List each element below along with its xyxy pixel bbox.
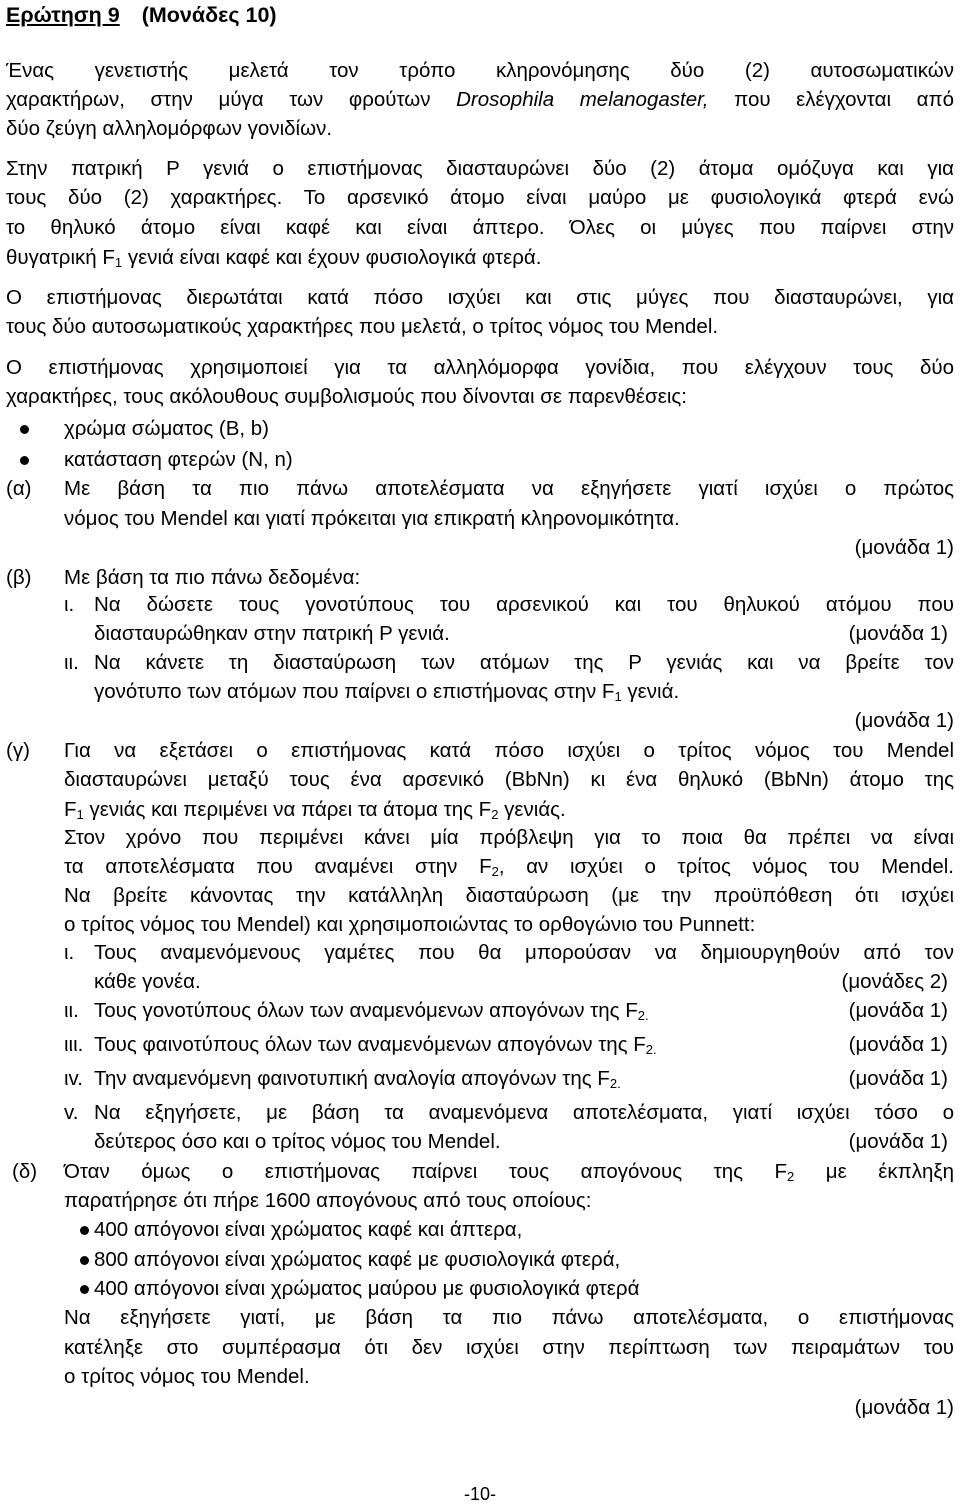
- points-label: (μονάδα 1): [848, 999, 948, 1022]
- subquestion-c-i: [6, 938, 954, 968]
- question-text: [94, 619, 948, 649]
- question-text: Να δώσετε τους γονοτύπους του αρσενικού και του θηλυκού ατόμου που: [94, 593, 954, 616]
- intro-line: Ο επιστήμονας χρησιμοποιεί για τα αλληλόμορφα γονίδια, που ελέγχουν τους δύο: [6, 356, 954, 379]
- question-text: διασταυρώνει μεταξύ τους ένα αρσενικό (BbNn) κι ένα θηλυκό (BbNn) άτομο της: [64, 768, 954, 791]
- text-span: Όταν όμως ο επιστήμονας παίρνει τους απογόνους της F: [64, 1160, 788, 1183]
- question-c-line: [6, 823, 954, 853]
- subquestion-c-ii: [6, 996, 954, 1026]
- question-text: [94, 996, 948, 1026]
- text-span: διασταυρώθηκαν στην πατρική P γενιά.: [94, 622, 450, 645]
- subscript: 2.: [645, 1042, 657, 1057]
- question-c-line: [6, 795, 954, 825]
- text-span: Τους φαινοτύπους όλων των αναμενόμενων απογόνων της F: [94, 1033, 646, 1056]
- question-text: ο τρίτος νόμος του Mendel.: [64, 1365, 310, 1388]
- subquestion-c-v: [6, 1098, 954, 1128]
- question-c-line: [6, 910, 954, 940]
- intro-line: το θηλυκό άτομο είναι καφέ και είναι άπτερο. Όλες οι μύγες που παίρνει στην: [6, 216, 954, 239]
- question-text: [64, 1157, 954, 1187]
- bullet-item: [6, 1245, 954, 1275]
- species-name: Drosophila melanogaster,: [456, 88, 709, 111]
- bullet-text: 400 απόγονοι είναι χρώματος καφέ και άπτερα,: [94, 1218, 523, 1241]
- bullet-icon: [80, 1285, 89, 1294]
- question-text: Να κάνετε τη διασταύρωση των ατόμων της P γενιάς και να βρείτε τον: [94, 651, 954, 674]
- question-text: [64, 852, 954, 882]
- subscript: 2.: [609, 1076, 621, 1091]
- bullet-item: [6, 414, 954, 444]
- question-b: [6, 563, 954, 593]
- question-a-line: [6, 504, 954, 534]
- question-c-line: [6, 881, 954, 911]
- question-title: Ερώτηση 9: [6, 3, 120, 27]
- subscript: 1: [614, 689, 622, 704]
- question-d-line: [6, 1362, 954, 1392]
- bullet-text: 800 απόγονοι είναι χρώματος καφέ με φυσιολογικά φτερά,: [94, 1248, 621, 1271]
- subquestion-c-v-line: [6, 1127, 954, 1157]
- question-heading: [6, 0, 954, 30]
- question-d-line: [6, 1303, 954, 1333]
- points-label: (μονάδα 1): [848, 622, 948, 645]
- bullet-text: 400 απόγονοι είναι χρώματος μαύρου με φυσιολογικά φτερά: [94, 1277, 640, 1300]
- question-text: κατέληξε στο συμπέρασμα ότι δεν ισχύει στην περίπτωση των πειραμάτων του: [64, 1336, 954, 1359]
- question-a: [6, 474, 954, 504]
- question-text: Με βάση τα πιο πάνω αποτελέσματα να εξηγήσετε γιατί ισχύει ο πρώτος: [64, 477, 954, 500]
- roman-label: ιι.: [64, 651, 79, 674]
- question-text: [94, 1064, 948, 1094]
- question-text: ο τρίτος νόμος του Mendel) και χρησιμοποιώντας το ορθογώνιο του Punnett:: [64, 913, 756, 936]
- intro-line: χαρακτήρες, τους ακόλουθους συμβολισμούς που δίνονται σε παρενθέσεις:: [6, 385, 687, 408]
- question-c: [6, 736, 954, 766]
- subscript: 2: [491, 807, 499, 822]
- page-number: -10-: [463, 1484, 496, 1504]
- question-text: Τους αναμενόμενους γαμέτες που θα μπορούσαν να δημιουργηθούν από τον: [94, 941, 954, 964]
- question-text: [94, 677, 954, 707]
- subscript: 2.: [637, 1008, 649, 1023]
- text-span: χαρακτήρων, στην μύγα των φρούτων: [6, 88, 457, 111]
- subscript: 2: [787, 1169, 795, 1184]
- subquestion-c-iv: [6, 1064, 954, 1094]
- intro-line: τους δύο (2) χαρακτήρες. Το αρσενικό άτομο είναι μαύρο με φυσιολογικά φτερά ενώ: [6, 186, 954, 209]
- points-label: (μονάδα 1): [854, 536, 954, 559]
- roman-label: ιι.: [64, 999, 79, 1022]
- question-text: παρατήρησε ότι πήρε 1600 απογόνους από τους οποίους:: [64, 1189, 592, 1212]
- subscript: 1: [114, 255, 123, 270]
- question-label: (δ): [12, 1160, 38, 1183]
- bullet-item: [6, 445, 954, 475]
- question-text: Να βρείτε κάνοντας την κατάλληλη διασταύρωση (με την προϋπόθεση ότι ισχύει: [64, 884, 954, 907]
- text-span: Την αναμενόμενη φαινοτυπική αναλογία απογόνων της F: [94, 1067, 610, 1090]
- intro-line: Ο επιστήμονας διερωτάται κατά πόσο ισχύει και στις μύγες που διασταυρώνει, για: [6, 286, 954, 309]
- question-label: (α): [6, 477, 32, 500]
- subquestion-c-i-line: [6, 967, 954, 997]
- points-label: (μονάδες 2): [841, 970, 948, 993]
- question-d-line: [6, 1186, 954, 1216]
- subquestion-c-iii: [6, 1030, 954, 1060]
- intro-line: [6, 243, 954, 273]
- question-text: [64, 795, 954, 825]
- roman-label: v.: [64, 1101, 79, 1124]
- points-label: (μονάδα 1): [848, 1067, 948, 1090]
- intro-line: τους δύο αυτοσωματικούς χαρακτήρες που μελετά, ο τρίτος νόμος του Mendel.: [6, 315, 719, 338]
- text-span: γενιά είναι καφέ και έχουν φυσιολογικά φτερά.: [122, 246, 542, 269]
- bullet-item: [6, 1274, 954, 1304]
- points-label: (μονάδα 1): [848, 1130, 948, 1153]
- text-span: γενιά.: [621, 680, 680, 703]
- question-text: Στον χρόνο που περιμένει κάνει μία πρόβλεψη για το ποια θα πρέπει να είναι: [64, 826, 954, 849]
- text-span: που ελέγχονται από: [708, 88, 954, 111]
- text-span: γενιάς.: [498, 798, 566, 821]
- question-text: Να εξηγήσετε γιατί, με βάση τα πιο πάνω αποτελέσματα, ο επιστήμονας: [64, 1306, 954, 1329]
- bullet-icon: [80, 1226, 89, 1235]
- intro-line: Ένας γενετιστής μελετά τον τρόπο κληρονόμησης δύο (2) αυτοσωματικών: [6, 59, 954, 82]
- question-text: [94, 967, 948, 997]
- subquestion-b-i-line: [6, 619, 954, 649]
- points-label: (μονάδα 1): [854, 709, 954, 732]
- text-span: κάθε γονέα.: [94, 970, 201, 993]
- subquestion-b-i: [6, 590, 954, 620]
- text-span: γενιάς και περιμένει να πάρει τα άτομα της F: [83, 798, 492, 821]
- text-span: γονότυπο των ατόμων που παίρνει ο επιστήμονας στην F: [94, 680, 615, 703]
- text-span: θυγατρική F: [6, 246, 115, 269]
- text-span: τα αποτελέσματα που αναμένει στην F: [64, 855, 492, 878]
- bullet-text: χρώμα σώματος (B, b): [64, 417, 270, 440]
- bullet-icon: [20, 456, 29, 465]
- question-label: (β): [6, 566, 32, 589]
- question-text: [94, 1127, 948, 1157]
- points-label: (μονάδα 1): [854, 1396, 954, 1419]
- roman-label: ιιι.: [64, 1033, 84, 1056]
- points-label: (μονάδα 1): [848, 1033, 948, 1056]
- text-span: με έκπληξη: [794, 1160, 954, 1183]
- subscript: 2: [491, 864, 499, 879]
- roman-label: ι.: [64, 941, 75, 964]
- roman-label: ιv.: [64, 1067, 83, 1090]
- roman-label: ι.: [64, 593, 75, 616]
- bullet-item: [6, 1215, 954, 1245]
- subscript: 1: [76, 807, 84, 822]
- text-span: Τους γονοτύπους όλων των αναμενόμενων απογόνων της F: [94, 999, 638, 1022]
- question-points: (Μονάδες 10): [141, 3, 277, 27]
- question-text: Με βάση τα πιο πάνω δεδομένα:: [64, 566, 361, 589]
- question-text: Να εξηγήσετε, με βάση τα αναμενόμενα αποτελέσματα, γιατί ισχύει τόσο ο: [94, 1101, 954, 1124]
- bullet-text: κατάσταση φτερών (N, n): [64, 448, 293, 471]
- question-c-line: [6, 852, 954, 882]
- question-text: [94, 1030, 948, 1060]
- bullet-icon: [80, 1256, 89, 1265]
- question-d: [6, 1157, 954, 1187]
- intro-line: [6, 85, 954, 115]
- question-d-line: [6, 1333, 954, 1363]
- question-label: (γ): [6, 739, 30, 762]
- text-span: , αν ισχύει ο τρίτος νόμος του Mendel.: [498, 855, 955, 878]
- intro-line: Στην πατρική P γενιά ο επιστήμονας διασταυρώνει δύο (2) άτομα ομόζυγα και για: [6, 157, 954, 180]
- subquestion-b-ii-line: [6, 677, 954, 707]
- bullet-icon: [20, 425, 29, 434]
- question-c-line: [6, 765, 954, 795]
- question-text: Για να εξετάσει ο επιστήμονας κατά πόσο ισχύει ο τρίτος νόμος του Mendel: [64, 739, 954, 762]
- text-span: F: [64, 798, 77, 821]
- question-text: νόμος του Mendel και γιατί πρόκειται για επικρατή κληρονομικότητα.: [64, 507, 680, 530]
- text-span: δεύτερος όσο και ο τρίτος νόμος του Mendel.: [94, 1130, 501, 1153]
- subquestion-b-ii: [6, 648, 954, 678]
- intro-line: δύο ζεύγη αλληλομόρφων γονιδίων.: [6, 117, 333, 140]
